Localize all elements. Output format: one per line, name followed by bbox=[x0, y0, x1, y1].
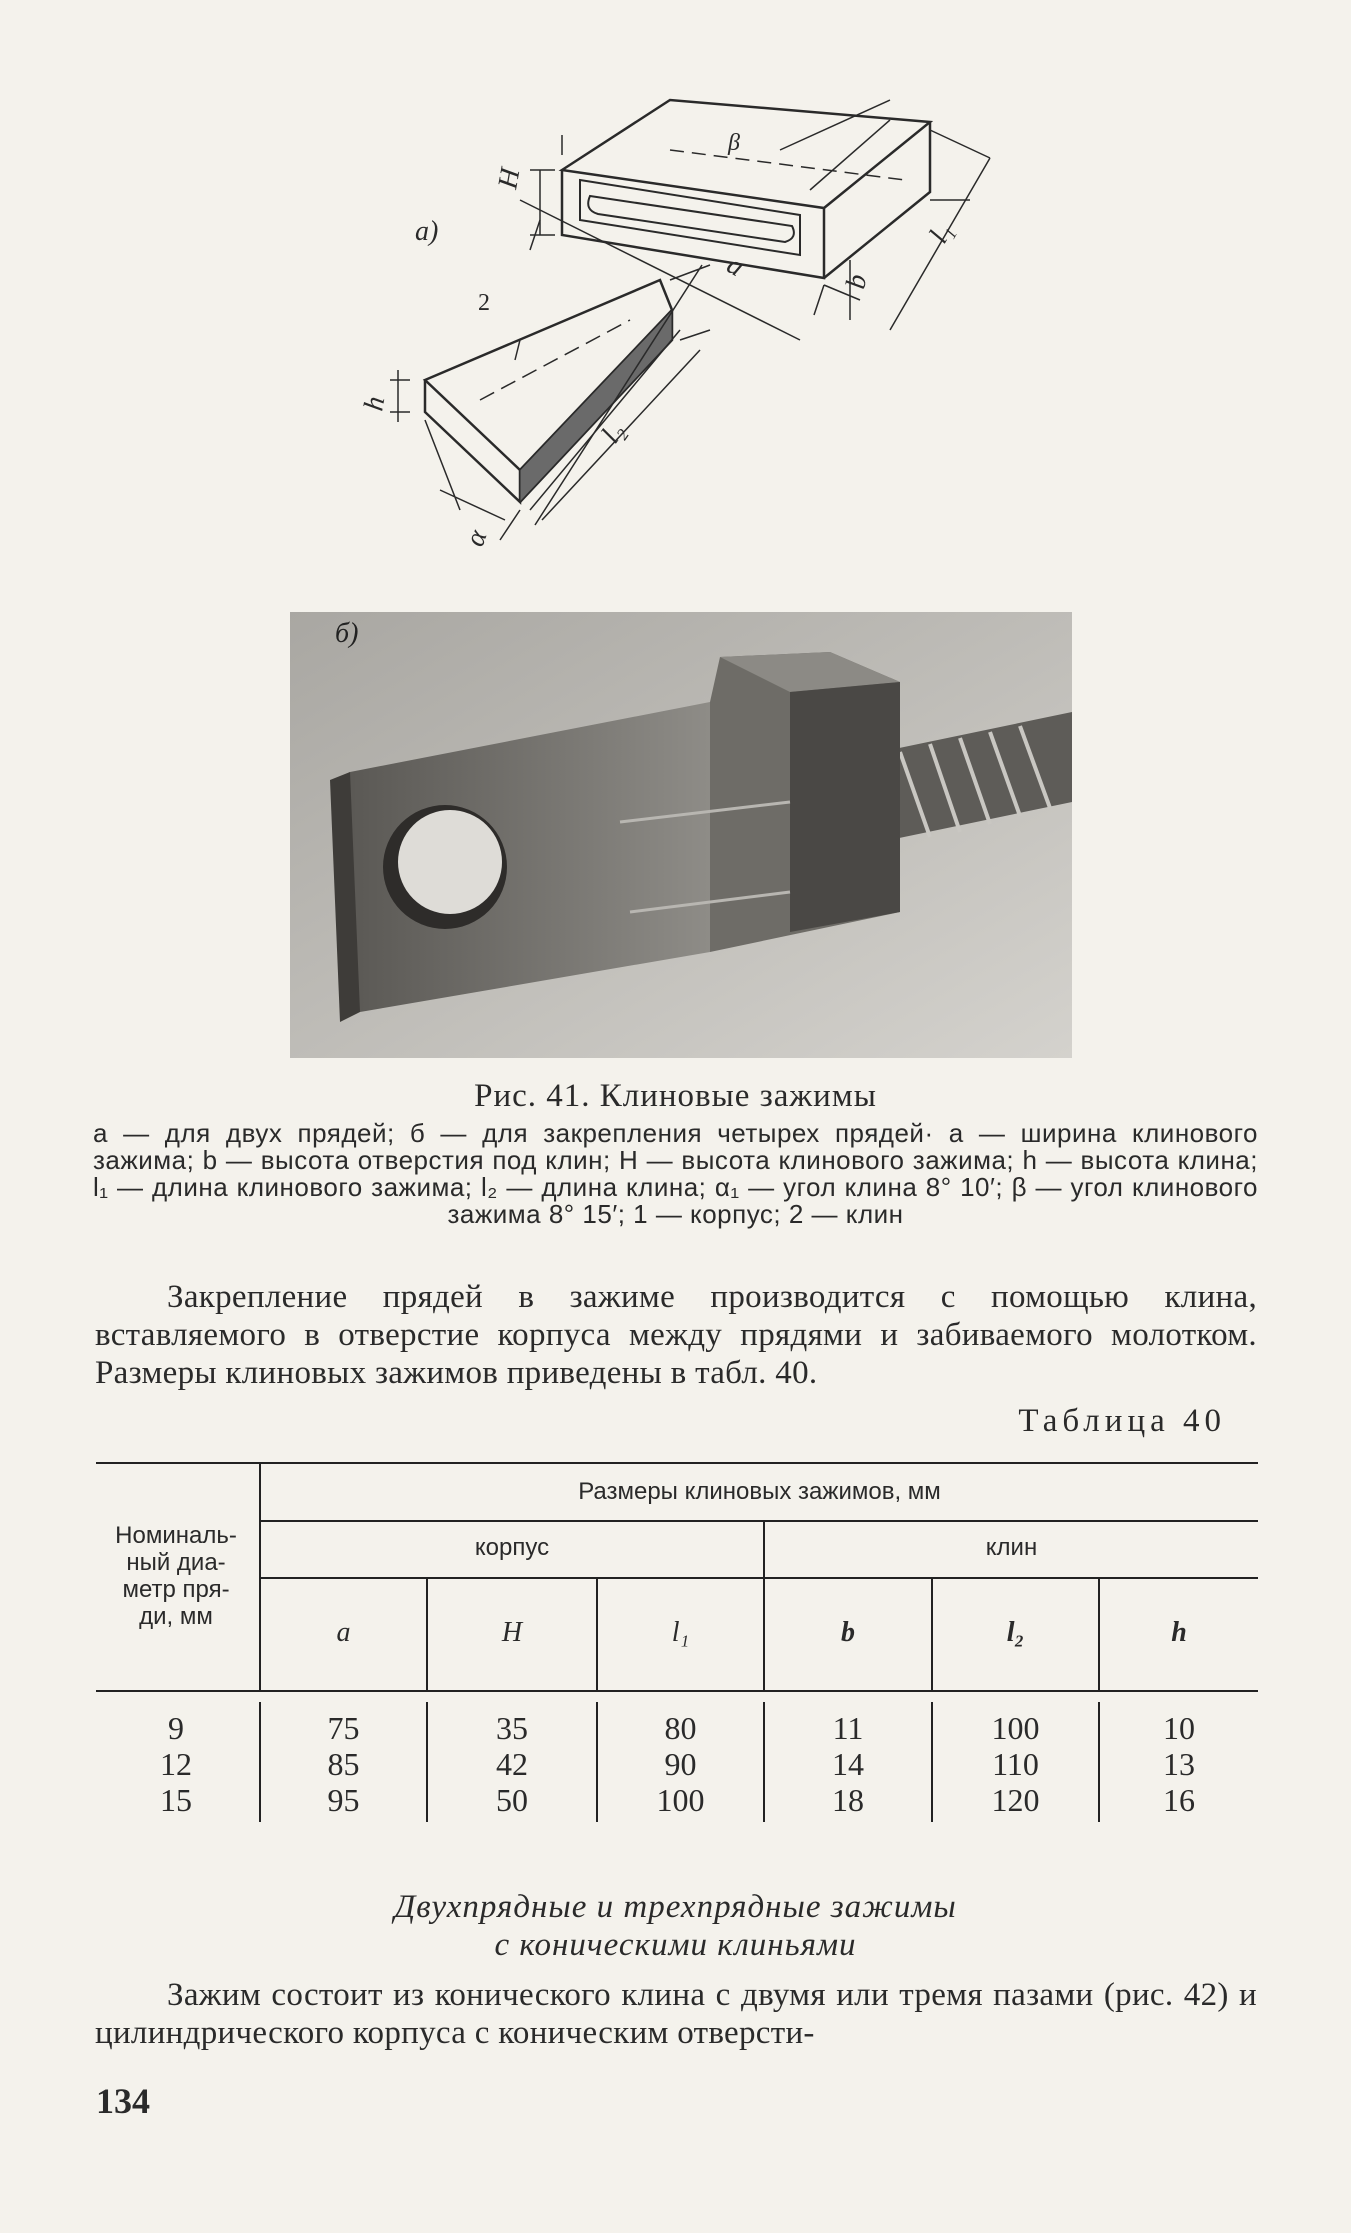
table-cell: 110 bbox=[992, 1746, 1039, 1782]
label-beta: β bbox=[728, 130, 740, 156]
subgroup-header-wedge: клин bbox=[985, 1534, 1038, 1561]
table-cell: 95 bbox=[327, 1782, 360, 1818]
table-cell: 18 bbox=[832, 1782, 864, 1818]
col-header-h: h bbox=[1171, 1617, 1187, 1648]
table-cell: 100 bbox=[656, 1782, 705, 1818]
table-cell: 12 bbox=[160, 1746, 192, 1782]
header-bottom-rule bbox=[96, 1690, 1258, 1692]
section-title bbox=[0, 1888, 1351, 1964]
row-header-line: Номиналь- bbox=[115, 1522, 237, 1549]
figure-caption-legend: а — для двух прядей; б — для закрепления четырех прядей· а — ширина клинового зажима; b — высота отверстия под клин; H — высота клинового зажима; h — высота клина; l₁ — длина клинового зажима; l₂ — длина клина; α₁ — угол клина 8° 10′; β — угол клинового зажима 8° 15′; 1 — корпус; 2 — клин bbox=[93, 1118, 1258, 1229]
label-b: b bbox=[840, 272, 874, 292]
table-cell: 35 bbox=[496, 1710, 528, 1746]
table-cell: 100 bbox=[991, 1710, 1040, 1746]
table-cell: 80 bbox=[664, 1710, 697, 1746]
table-cell: 13 bbox=[1163, 1746, 1195, 1782]
row-header bbox=[96, 1522, 256, 1630]
label-l1: l₁ bbox=[923, 217, 959, 249]
table-cell: 42 bbox=[496, 1746, 528, 1782]
table-cell: 85 bbox=[327, 1746, 360, 1782]
panel-label-b: б) bbox=[335, 618, 359, 649]
table-cell: 16 bbox=[1163, 1782, 1195, 1818]
col-header-a: a bbox=[336, 1617, 351, 1648]
row-header-line: ный диа- bbox=[126, 1549, 226, 1576]
label-l2: l₂ bbox=[595, 416, 631, 450]
label-h: h bbox=[358, 394, 392, 414]
row-header-line: метр пря- bbox=[122, 1576, 230, 1603]
paragraph-1: Закрепление прядей в зажиме производится с помощью клина, вставляемого в отверстие корпуса между прядями и забиваемого молотком. Размеры клиновых зажимов приведены в табл. 40. bbox=[95, 1279, 1257, 1391]
col-header-b: b bbox=[841, 1617, 855, 1648]
subgroup-header-rule bbox=[259, 1577, 1258, 1579]
wedge-drawing bbox=[390, 265, 710, 540]
group-header-rule bbox=[259, 1520, 1258, 1522]
table-top-rule bbox=[96, 1462, 1258, 1464]
table-cell: 75 bbox=[327, 1710, 360, 1746]
label-H: H bbox=[492, 165, 527, 192]
group-header: Размеры клиновых зажимов, мм bbox=[578, 1478, 941, 1505]
table-cell: 10 bbox=[1163, 1710, 1195, 1746]
figure-caption-title: Рис. 41. Клиновые зажимы bbox=[474, 1078, 877, 1114]
table-cell: 120 bbox=[991, 1782, 1040, 1818]
col-header-H: H bbox=[501, 1617, 523, 1648]
row-header-line: ди, мм bbox=[139, 1603, 213, 1630]
column-l1 bbox=[598, 1710, 763, 1818]
column-l2 bbox=[933, 1710, 1098, 1818]
table-cell: 15 bbox=[160, 1782, 192, 1818]
column-H bbox=[428, 1710, 596, 1818]
table-cell: 14 bbox=[832, 1746, 864, 1782]
table-label: Таблица 40 bbox=[1018, 1403, 1226, 1439]
panel-label-a: а) bbox=[415, 216, 439, 247]
col-header-l2: l₂ bbox=[1006, 1617, 1025, 1648]
paragraph-2: Зажим состоит из конического клина с двумя или тремя пазами (рис. 42) и цилиндрического корпуса с коническим отверсти- bbox=[95, 1977, 1257, 2051]
table-cell: 50 bbox=[496, 1782, 528, 1818]
section-title-line: с коническими клиньями bbox=[494, 1927, 857, 1963]
table-cell: 9 bbox=[168, 1710, 184, 1746]
wedge-clamp-drawing bbox=[330, 40, 1050, 610]
column-h bbox=[1100, 1710, 1258, 1818]
page-number: 134 bbox=[96, 2081, 150, 2121]
subgroup-header-body: корпус bbox=[474, 1534, 550, 1561]
col-header-l1: l₁ bbox=[671, 1617, 690, 1648]
label-a: a bbox=[721, 249, 750, 284]
section-title-line: Двухпрядные и трехпрядные зажимы bbox=[394, 1889, 957, 1925]
label-alpha: α bbox=[459, 525, 494, 551]
table-cell: 90 bbox=[664, 1746, 697, 1782]
column-b bbox=[765, 1710, 931, 1818]
label-2: 2 bbox=[478, 290, 490, 316]
clamp-body-drawing bbox=[520, 100, 990, 340]
dimensions-table bbox=[96, 1462, 1258, 1862]
column-diameter bbox=[96, 1710, 256, 1818]
wedge-clamp-photo bbox=[290, 612, 1072, 1058]
table-cell: 11 bbox=[832, 1710, 864, 1746]
column-a bbox=[261, 1710, 426, 1818]
